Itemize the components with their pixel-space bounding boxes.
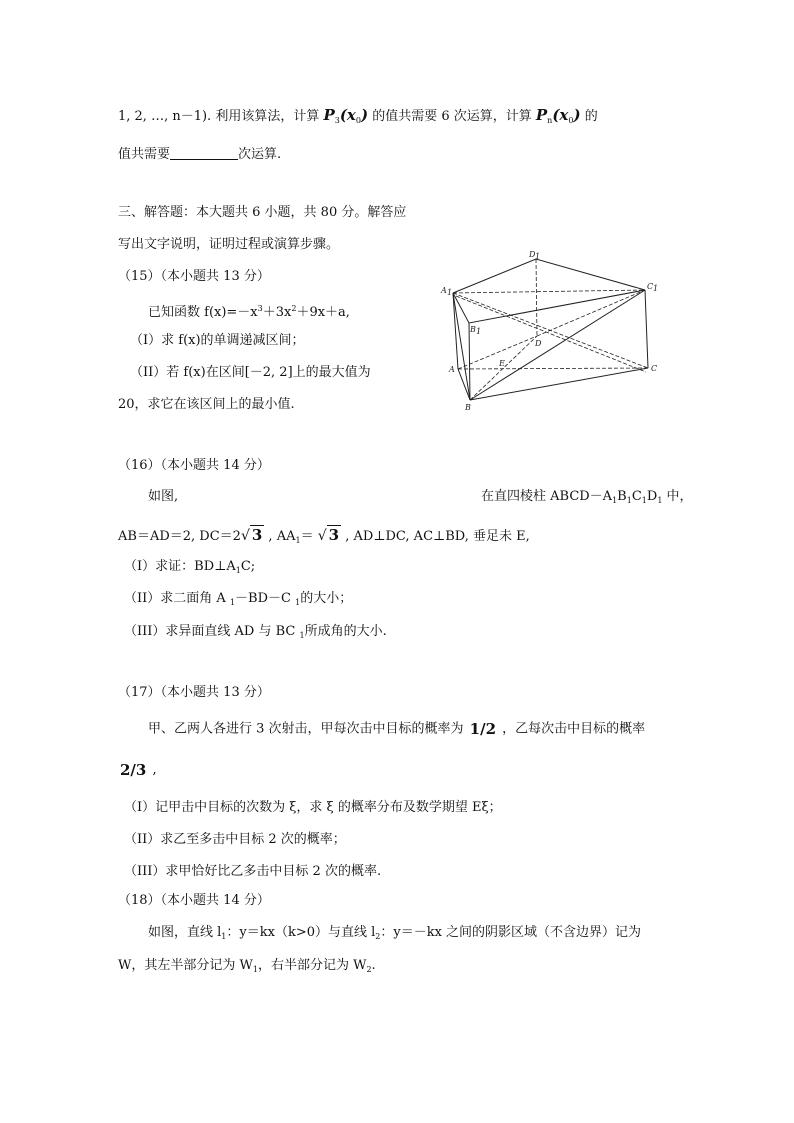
- text-segment: －BD－C: [235, 591, 296, 606]
- text-line: [124, 591, 352, 611]
- label-E: E: [499, 359, 505, 368]
- text-segment: B: [617, 489, 627, 504]
- problem-heading: [118, 458, 270, 474]
- text-segment: ＝: [300, 529, 318, 544]
- subscript: n: [547, 116, 553, 125]
- radicand: 3: [328, 526, 340, 544]
- text-segment: ：y＝kx（k>0）与直线 l: [226, 925, 376, 940]
- text-segment: ＋3x: [262, 305, 292, 320]
- text-segment: ＋9x＋a,: [296, 305, 350, 320]
- label-D1: D: [529, 250, 536, 259]
- text-line: [118, 107, 598, 129]
- text-segment: , AD⊥DC, AC⊥BD, 垂足未 E,: [341, 529, 530, 544]
- text-line: [124, 559, 255, 579]
- text-line: [148, 925, 641, 945]
- label-subscript: 1: [535, 252, 541, 261]
- text-segment: ): [573, 106, 581, 124]
- text-segment: （18）（本小题共 14 分）: [118, 893, 270, 908]
- text-line: [481, 489, 693, 509]
- text-segment: 中，: [662, 489, 693, 504]
- subscript: 2: [375, 932, 381, 941]
- label-subscript: 1: [447, 288, 453, 297]
- subscript: 1: [295, 536, 301, 545]
- label-C: C: [651, 364, 658, 373]
- text-segment: 的: [580, 109, 598, 124]
- subscript: 1: [626, 496, 632, 505]
- text-line: [124, 800, 502, 816]
- subscript: 1: [252, 965, 258, 974]
- text-segment: , AA: [264, 529, 296, 544]
- text-segment: 如图，直线 l: [148, 925, 222, 940]
- problem-heading: [118, 269, 270, 285]
- text-segment: ,: [148, 762, 157, 778]
- superscript: 2: [291, 304, 297, 313]
- text-segment: ：y＝－kx 之间的阴影区域（不含边界）记为: [380, 925, 642, 940]
- subscript: 1: [612, 496, 618, 505]
- subscript: 1: [299, 631, 305, 640]
- text-segment: ，右半部分记为 W: [257, 958, 367, 973]
- text-line: [118, 958, 376, 978]
- subscript: 1: [235, 566, 241, 575]
- text-segment: （III）求甲恰好比乙多击中目标 2 次的概率.: [124, 864, 382, 879]
- subscript: 1: [295, 598, 301, 607]
- text-segment: C: [631, 489, 642, 504]
- label-A1: A: [441, 286, 447, 295]
- text-segment: （II）求乙至多击中目标 2 次的概率；: [124, 832, 346, 847]
- label-C1: C: [647, 282, 654, 291]
- text-segment: （II）求二面角 A: [124, 591, 230, 606]
- text-segment: 写出文字说明，证明过程或演算步骤。: [118, 237, 340, 252]
- fraction: 2/3: [120, 761, 147, 779]
- answer-blank: [170, 147, 238, 160]
- square-root: √ 3: [317, 526, 340, 544]
- square-root: √ 3: [240, 526, 263, 544]
- text-segment: 所成角的大小.: [304, 624, 387, 639]
- text-segment: 次运算.: [238, 147, 282, 162]
- text-line: [130, 333, 305, 349]
- text-line: [118, 527, 530, 549]
- text-line: [124, 864, 381, 880]
- text-segment: （I）求证：BD⊥A: [124, 559, 236, 574]
- solid-edges: [453, 259, 648, 400]
- text-segment: （16）（本小题共 14 分）: [118, 458, 270, 473]
- text-segment: 20，求它在该区间上的最小值.: [118, 397, 295, 412]
- text-line: [118, 147, 281, 163]
- fraction: 1/2: [469, 720, 497, 738]
- prism-figure: [430, 240, 670, 420]
- text-line: [124, 624, 387, 644]
- text-segment: 三、解答题：本大题共 6 小题，共 80 分。解答应: [118, 205, 407, 220]
- label-B1: B: [470, 325, 476, 334]
- text-segment: 在直四棱柱 ABCD－A: [481, 489, 613, 504]
- subscript: 1: [229, 598, 236, 607]
- text-segment: （17）（本小题共 13 分）: [118, 685, 270, 700]
- text-segment: 甲、乙两人各进行 3 次射击，甲每次击中目标的概率为: [148, 721, 468, 737]
- text-segment: (x: [339, 106, 356, 124]
- text-segment: 的大小；: [300, 591, 353, 606]
- problem-heading: [118, 685, 270, 701]
- text-segment: （I）求 f(x)的单调递减区间；: [130, 333, 305, 348]
- label-subscript: 1: [653, 284, 659, 293]
- text-line: [118, 397, 295, 413]
- text-segment: （15）（本小题共 13 分）: [118, 269, 270, 284]
- text-segment: D: [646, 489, 658, 504]
- text-line: [148, 301, 350, 321]
- text-segment: （III）求异面直线 AD 与 BC: [124, 624, 300, 639]
- text-segment: AB＝AD＝2, DC＝2: [118, 529, 241, 544]
- label-B: B: [465, 403, 471, 412]
- text-line: [118, 237, 339, 253]
- radicand: 3: [251, 526, 263, 544]
- text-segment: P: [535, 106, 548, 124]
- text-segment: 值共需要: [118, 147, 171, 162]
- problem-heading: [118, 893, 270, 909]
- text-segment: 1, 2, …, n－1). 利用该算法，计算: [118, 109, 324, 124]
- label-D: D: [535, 339, 542, 348]
- text-segment: W，其左半部分记为 W: [118, 958, 253, 973]
- text-segment: P: [323, 106, 335, 124]
- section-heading: [118, 205, 406, 221]
- subscript: 1: [641, 496, 647, 505]
- subscript: 2: [366, 965, 372, 974]
- subscript: 0: [568, 116, 574, 125]
- text-segment: C;: [240, 559, 256, 574]
- subscript: 0: [355, 116, 361, 125]
- label-A: A: [449, 365, 455, 374]
- superscript: 3: [257, 304, 263, 313]
- text-line: [148, 489, 178, 505]
- text-line: [148, 721, 645, 738]
- text-segment: （II）若 f(x)在区间[－2, 2]上的最大值为: [130, 365, 371, 380]
- text-segment: 的值共需要 6 次运算，计算: [368, 109, 536, 124]
- text-segment: 如图,: [148, 489, 179, 504]
- text-segment: ): [360, 106, 369, 124]
- text-segment: .: [371, 958, 376, 973]
- label-subscript: 1: [476, 327, 482, 336]
- subscript: 1: [221, 932, 227, 941]
- subscript: 3: [334, 116, 340, 125]
- text-line: [130, 365, 371, 381]
- text-segment: （I）记甲击中目标的次数为 ξ，求 ξ 的概率分布及数学期望 Eξ；: [124, 800, 502, 815]
- text-segment: (x: [552, 106, 569, 124]
- subscript: 1: [657, 496, 663, 505]
- text-segment: ，乙每次击中目标的概率: [498, 721, 646, 737]
- text-segment: 已知函数 f(x)=－x: [148, 305, 258, 320]
- text-line: [124, 832, 346, 848]
- text-line: [118, 762, 157, 779]
- hidden-edges: [453, 259, 648, 400]
